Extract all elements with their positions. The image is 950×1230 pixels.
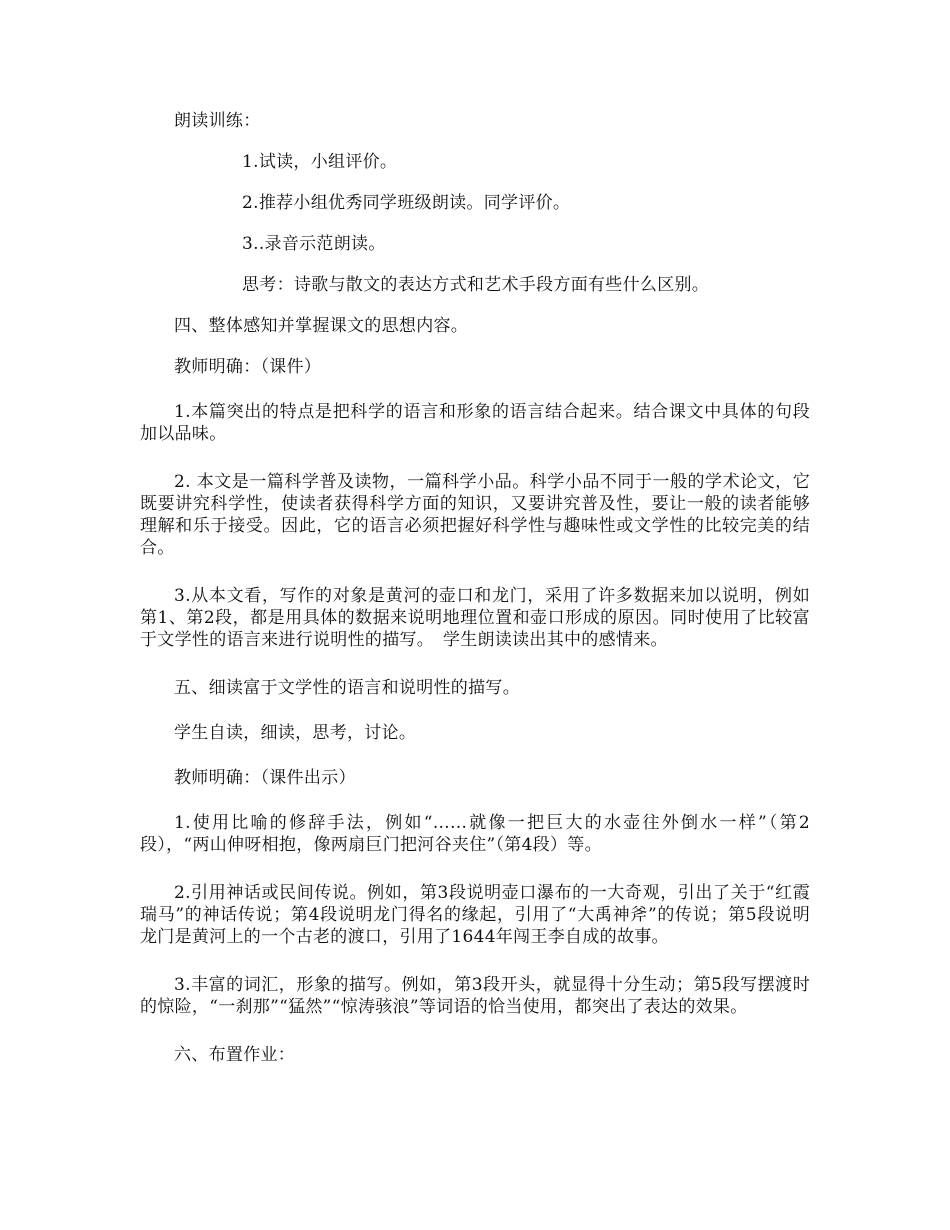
section-heading-5: 五、细读富于文学性的语言和说明性的描写。 <box>174 678 520 698</box>
paragraph-step-1: 1.试读，小组评价。 <box>242 152 398 172</box>
paragraph-vocabulary: 3.丰富的词汇，形象的描写。例如，第3段开头，就显得十分生动；第5段写摆渡时的惊险，“一刹那”“猛然”“惊涛骇浪”等词语的恰当使用，都突出了表达的效果。 <box>140 975 810 1017</box>
document-body <box>140 110 810 1066</box>
section-heading-4: 四、整体感知并掌握课文的思想内容。 <box>174 316 469 336</box>
paragraph-teacher-clarify-slides: 教师明确：（课件出示） <box>174 768 356 788</box>
paragraph-legend: 2.引用神话或民间传说。例如，第3段说明壶口瀑布的一大奇观，引出了关于“红霞瑞马”的神话传说；第4段说明龙门得名的缘起，引用了“大禹神斧”的传说；第5段说明龙门是黄河上的一个古老的渡口，引用了1644年闯王李自成的故事。 <box>140 883 810 947</box>
paragraph-step-3: 3..录音示范朗读。 <box>242 234 386 254</box>
paragraph-teacher-clarify: 教师明确：（课件） <box>174 357 322 377</box>
paragraph-point-2: 2. 本文是一篇科学普及读物，一篇科学小品。科学小品不同于一般的学术论文，它既要讲究科学性，使读者获得科学方面的知识，又要讲究普及性，要让一般的读者能够理解和乐于接受。因此，它的语言必须把握好科学性与趣味性或文学性的比较完美的结合。 <box>140 472 810 558</box>
paragraph-reading-training: 朗读训练： <box>174 111 261 131</box>
section-heading-6: 六、布置作业： <box>174 1045 296 1065</box>
paragraph-metaphor: 1.使用比喻的修辞手法，例如“……就像一把巨大的水壶往外倒水一样”（第2段），“两山伸呀相抱，像两扇巨门把河谷夹住”（第4段）等。 <box>140 813 810 855</box>
paragraph-step-2: 2.推荐小组优秀同学班级朗读。同学评价。 <box>242 193 571 213</box>
paragraph-thinking: 思考：诗歌与散文的表达方式和艺术手段方面有些什么区别。 <box>242 275 710 295</box>
paragraph-point-1: 1.本篇突出的特点是把科学的语言和形象的语言结合起来。结合课文中具体的句段加以品味。 <box>140 402 810 444</box>
paragraph-point-3: 3.从本文看，写作的对象是黄河的壶口和龙门，采用了许多数据来加以说明，例如第1、第2段，都是用具体的数据来说明地理位置和壶口形成的原因。同时使用了比较富于文学性的语言来进行说明性的描写。 学生朗读读出其中的感情来。 <box>140 586 810 650</box>
paragraph-student-reading: 学生自读，细读，思考，讨论。 <box>174 723 417 743</box>
